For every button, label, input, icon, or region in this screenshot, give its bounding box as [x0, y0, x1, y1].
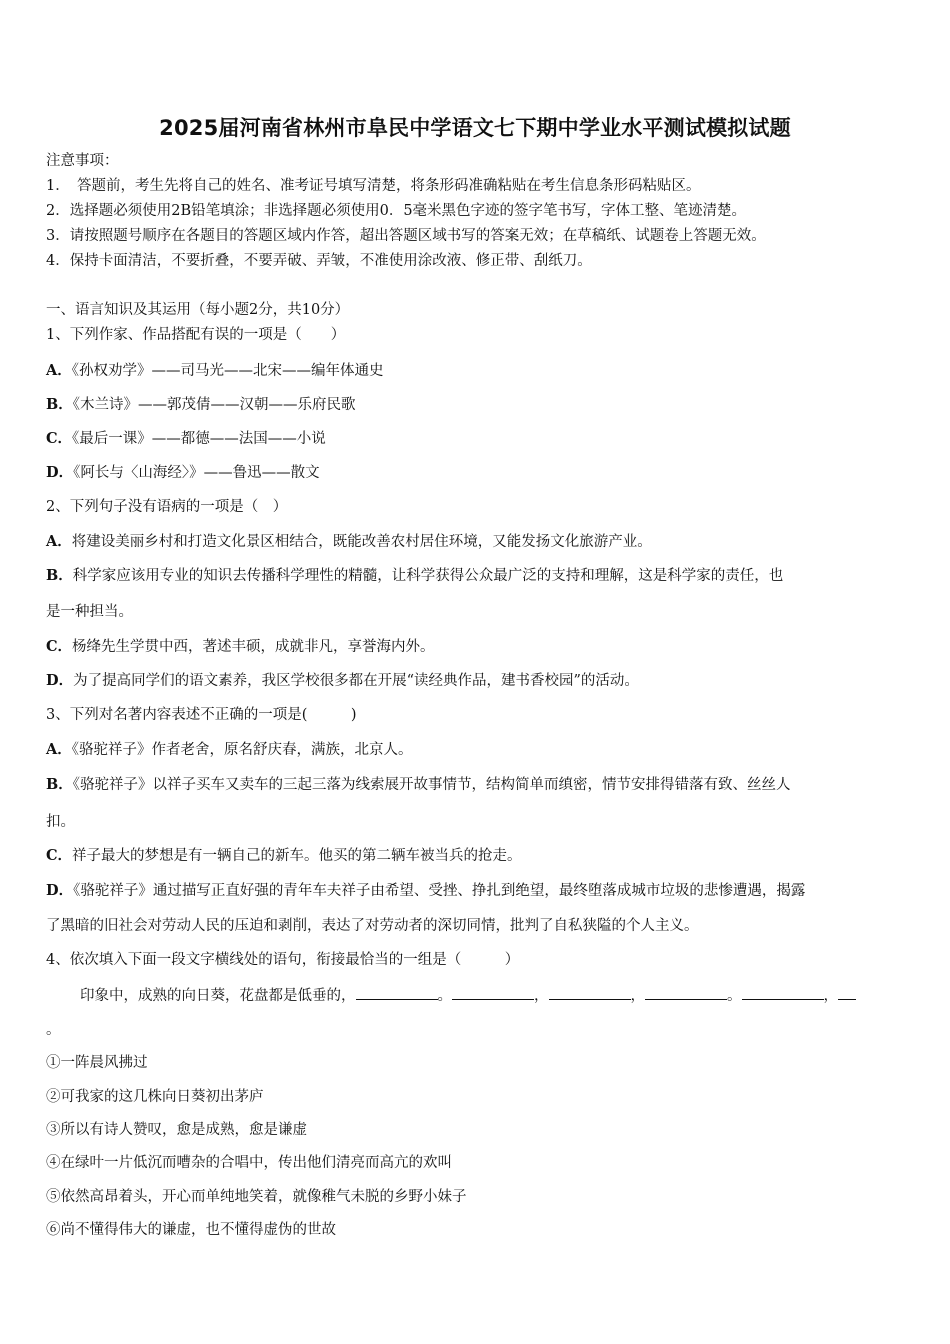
option-text: 祥子最大的梦想是有一辆自己的新车。他买的第二辆车被当兵的抢走。 [72, 848, 522, 864]
option-label: C． [46, 638, 73, 655]
fill-blank[interactable] [549, 985, 631, 1000]
q4-item: ⑤依然高昂着头，开心而单纯地笑着，就像稚气未脱的乡野小妹子 [46, 1189, 467, 1205]
fill-blank[interactable] [742, 985, 824, 1000]
option-label: D． [46, 672, 74, 689]
q2-option-c [46, 637, 435, 657]
q3-option-b-cont: 扣。 [46, 814, 75, 830]
fill-blank[interactable] [838, 985, 856, 1000]
option-text: 将建设美丽乡村和打造文化景区相结合，既能改善农村居住环境，又能发扬文化旅游产业。 [71, 534, 652, 550]
q2-option-b [46, 566, 783, 586]
option-label: A． [46, 741, 72, 758]
q2-option-a [46, 532, 652, 552]
fill-blank[interactable] [452, 985, 534, 1000]
option-label: A． [46, 533, 72, 550]
q3-option-a [46, 740, 413, 760]
q4-item: ③所以有诗人赞叹，愈是成熟，愈是谦虚 [46, 1122, 307, 1138]
option-text: 《阿长与〈山海经〉》——鲁迅——散文 [73, 465, 320, 481]
fill-blank[interactable] [356, 985, 438, 1000]
option-label: B． [46, 396, 73, 413]
q3-option-b [46, 775, 791, 795]
q1-option-c [46, 429, 326, 449]
option-label: B． [46, 776, 73, 793]
question-4-stem: 4、依次填入下面一段文字横线处的语句，衔接最恰当的一组是（ ） [46, 952, 520, 968]
notice-item: 1． 答题前，考生先将自己的姓名、准考证号填写清楚，将条形码准确粘贴在考生信息条形码粘贴区。 [46, 178, 701, 194]
option-label: B． [46, 567, 73, 584]
q1-option-d [46, 463, 320, 483]
option-text: 《骆驼祥子》通过描写正直好强的青年车夫祥子由希望、受挫、挣扎到绝望，最终堕落成城市垃圾的悲惨遭遇，揭露 [73, 883, 806, 899]
option-label: D． [46, 464, 74, 481]
option-label: D． [46, 882, 74, 899]
option-text: 《骆驼祥子》作者老舍，原名舒庆春，满族，北京人。 [71, 742, 413, 758]
q4-item: ②可我家的这几株向日葵初出茅庐 [46, 1089, 264, 1105]
q4-item: ⑥尚不懂得伟大的谦虚，也不懂得虚伪的世故 [46, 1222, 336, 1238]
q2-option-b-cont: 是一种担当。 [46, 604, 133, 620]
option-text: 《木兰诗》——郭茂倩——汉朝——乐府民歌 [72, 397, 356, 413]
q4-passage [80, 985, 856, 1006]
passage-sep: ， [534, 988, 549, 1004]
q4-item: ④在绿叶一片低沉而嘈杂的合唱中，传出他们清亮而高亢的欢叫 [46, 1155, 452, 1171]
option-text: 《孙权劝学》——司马光——北宋——编年体通史 [71, 363, 384, 379]
passage-sep: ， [630, 988, 645, 1004]
question-2-stem: 2、下列句子没有语病的一项是（ ） [46, 499, 288, 515]
option-text: 《最后一课》——都德——法国——小说 [72, 431, 326, 447]
passage-sep: 。 [437, 988, 452, 1004]
option-label: A． [46, 362, 72, 379]
option-label: C． [46, 430, 73, 447]
notice-item: 4．保持卡面清洁，不要折叠，不要弄破、弄皱，不准使用涂改液、修正带、刮纸刀。 [46, 253, 592, 269]
q2-option-d [46, 671, 639, 691]
notice-item: 3．请按照题号顺序在各题目的答题区域内作答，超出答题区域书写的答案无效；在草稿纸、试题卷上答题无效。 [46, 228, 766, 244]
page-title: 2025届河南省林州市阜民中学语文七下期中学业水平测试模拟试题 [159, 116, 791, 140]
q1-option-a [46, 361, 384, 381]
q3-option-d-cont: 了黑暗的旧社会对劳动人民的压迫和剥削，表达了对劳动者的深切同情，批判了自私狭隘的个人主义。 [46, 918, 699, 934]
option-text: 科学家应该用专业的知识去传播科学理性的精髓，让科学获得公众最广泛的支持和理解，这是科学家的责任，也 [72, 568, 784, 584]
q3-option-d [46, 881, 805, 901]
option-text: 杨绛先生学贯中西，著述丰硕，成就非凡，享誉海内外。 [72, 639, 435, 655]
passage-text: 印象中，成熟的向日葵，花盘都是低垂的， [80, 988, 356, 1004]
section-heading: 一、语言知识及其运用（每小题2分，共10分） [46, 302, 350, 318]
q1-option-b [46, 395, 356, 415]
notice-heading: 注意事项： [46, 153, 119, 169]
q4-passage-end: 。 [46, 1022, 61, 1038]
notice-item: 2．选择题必须使用2B铅笔填涂；非选择题必须使用0．5毫米黑色字迹的签字笔书写，字体工整、笔迹清楚。 [46, 203, 747, 219]
option-label: C． [46, 847, 73, 864]
q4-item: ①一阵晨风拂过 [46, 1055, 148, 1071]
question-3-stem: 3、下列对名著内容表述不正确的一项是( ) [46, 707, 357, 723]
fill-blank[interactable] [645, 985, 727, 1000]
question-1-stem: 1、下列作家、作品搭配有误的一项是（ ） [46, 327, 346, 343]
q3-option-c [46, 846, 522, 866]
option-text: 《骆驼祥子》以祥子买车又卖车的三起三落为线索展开故事情节，结构简单而缜密，情节安排得错落有致、丝丝人 [72, 777, 791, 793]
passage-sep: 。 [727, 988, 742, 1004]
option-text: 为了提高同学们的语文素养，我区学校很多都在开展“读经典作品，建书香校园”的活动。 [73, 673, 639, 689]
passage-sep: ， [823, 988, 838, 1004]
